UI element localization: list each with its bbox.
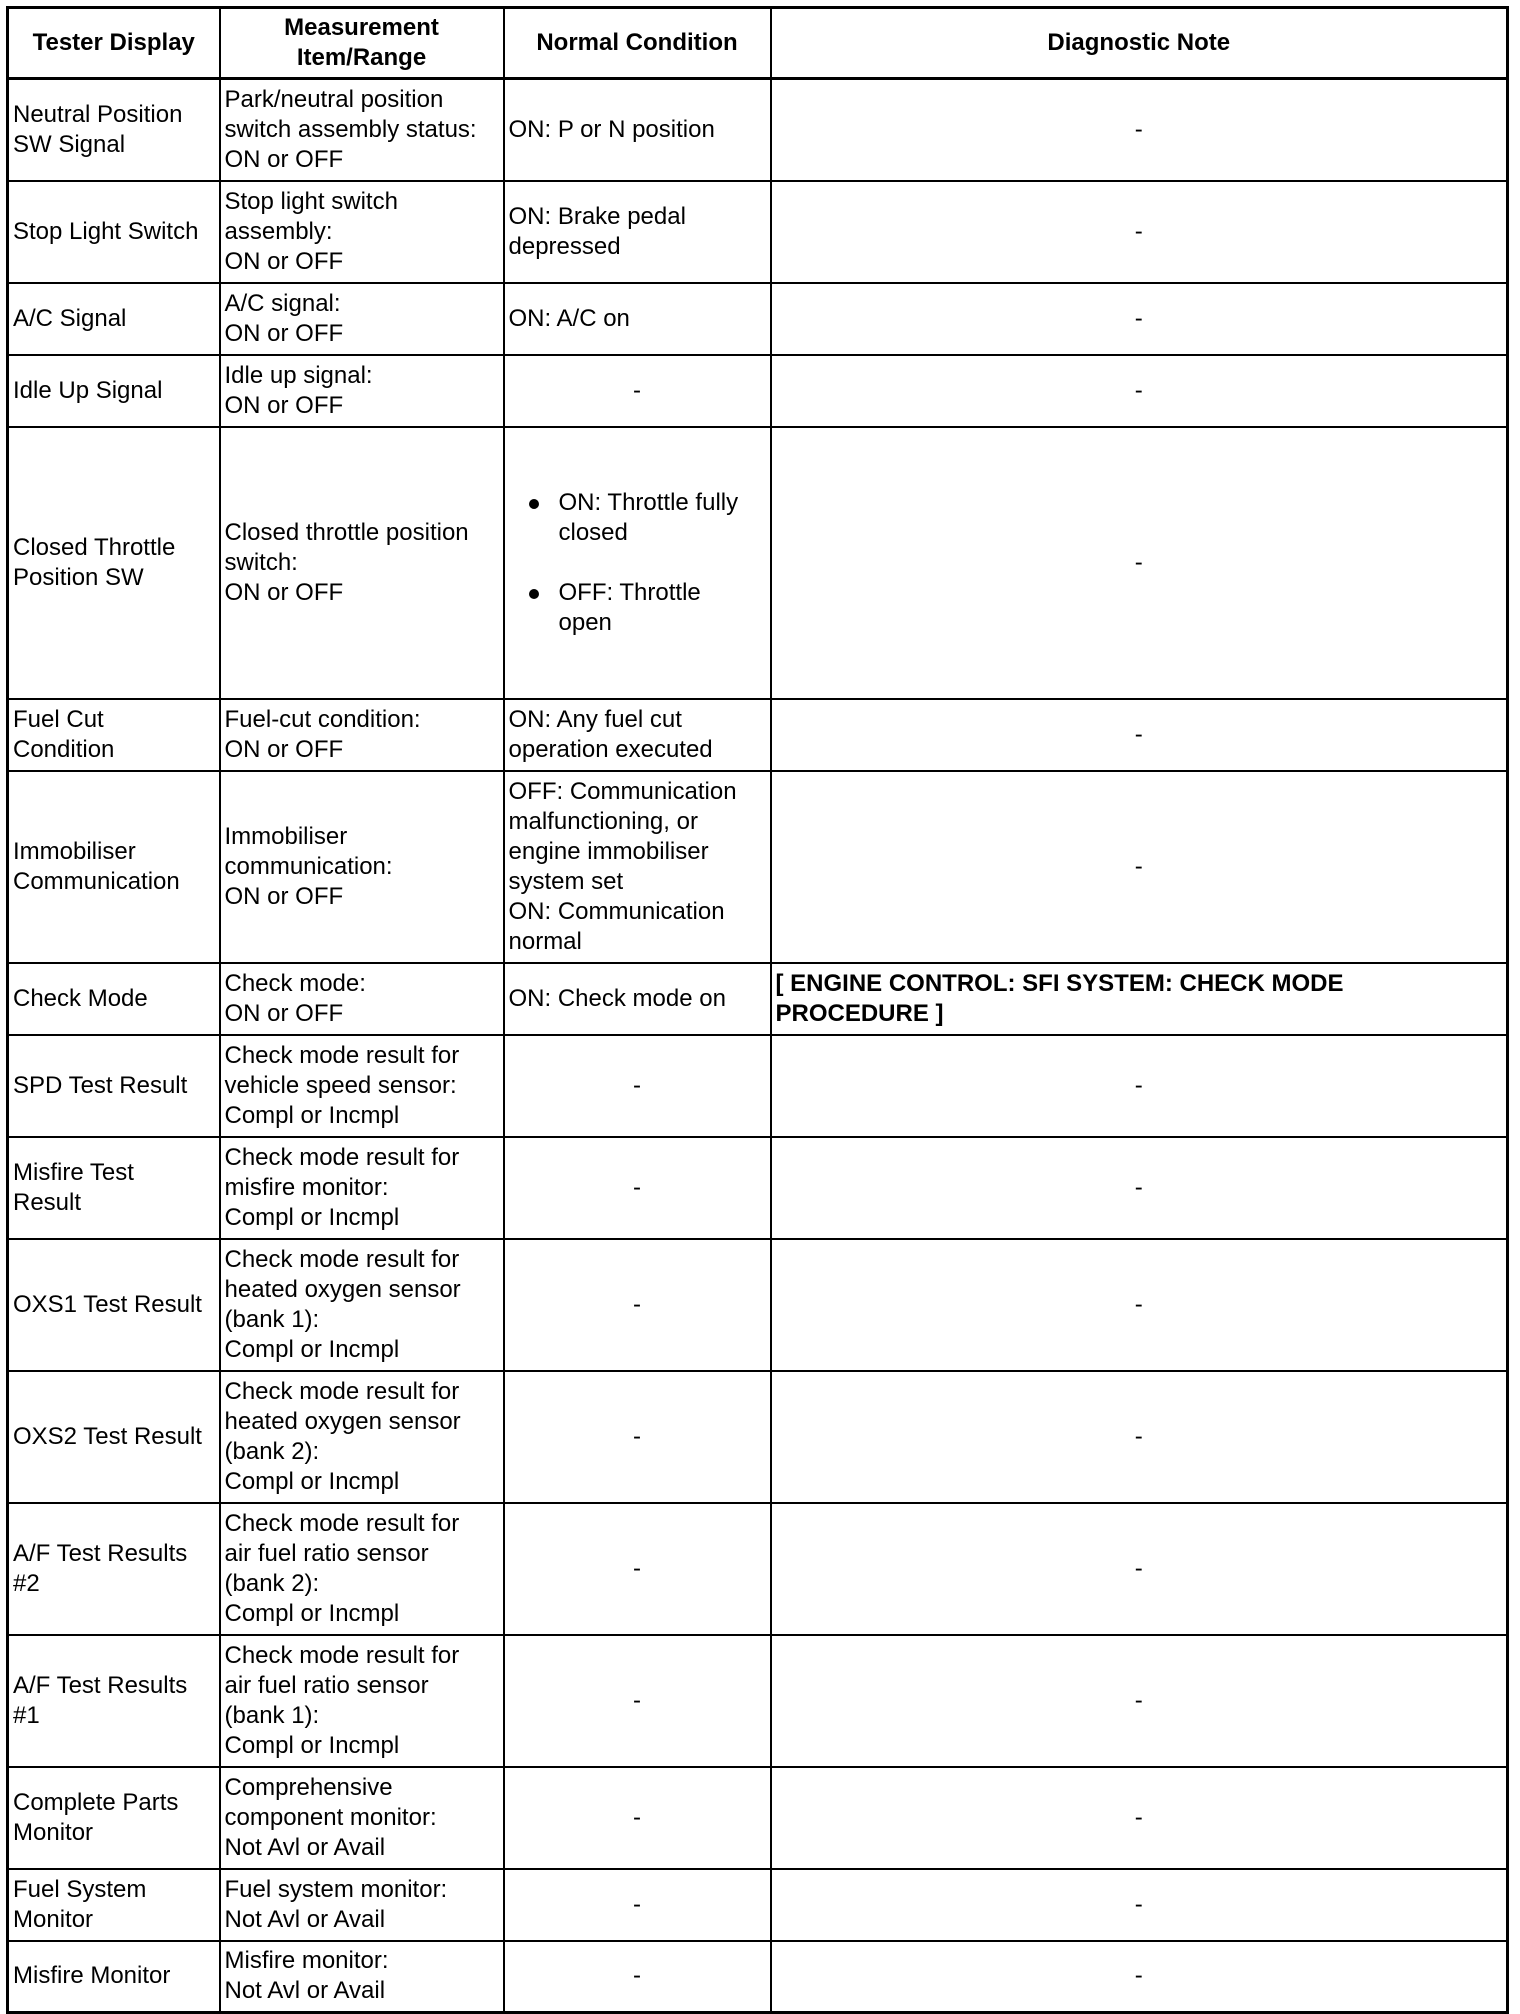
tester-display-cell: Stop Light Switch [8, 181, 220, 283]
measurement-cell: Fuel system monitor: Not Avl or Avail [220, 1869, 504, 1941]
measurement-cell: Idle up signal: ON or OFF [220, 355, 504, 427]
tester-display-cell: Misfire Monitor [8, 1941, 220, 2013]
document-page [6, 6, 1506, 2014]
normal-condition-cell: - [504, 1035, 771, 1137]
tester-display-cell: Fuel Cut Condition [8, 699, 220, 771]
table-row [8, 283, 1508, 355]
measurement-cell: Fuel-cut condition: ON or OFF [220, 699, 504, 771]
diagnostic-note-cell: - [771, 699, 1508, 771]
table-row [8, 79, 1508, 181]
header-tester-display: Tester Display [8, 8, 220, 79]
table-row [8, 771, 1508, 963]
tester-display-cell: Neutral Position SW Signal [8, 79, 220, 181]
table-row [8, 699, 1508, 771]
diagnostic-note-cell: - [771, 771, 1508, 963]
tester-display-cell: Idle Up Signal [8, 355, 220, 427]
normal-condition-cell: - [504, 1503, 771, 1635]
table-row [8, 355, 1508, 427]
tester-display-cell: SPD Test Result [8, 1035, 220, 1137]
tester-display-cell: Misfire Test Result [8, 1137, 220, 1239]
tester-display-cell: Check Mode [8, 963, 220, 1035]
header-measurement-line2: Item/Range [296, 44, 427, 71]
diagnostic-note-cell: - [771, 79, 1508, 181]
normal-condition-bullet-list [509, 458, 766, 668]
table-row [8, 181, 1508, 283]
table-row [8, 1635, 1508, 1767]
table-row [8, 1035, 1508, 1137]
tester-display-cell: Complete Parts Monitor [8, 1767, 220, 1869]
measurement-cell: Park/neutral position switch assembly status: ON or OFF [220, 79, 504, 181]
normal-condition-cell: OFF: Communication malfunctioning, or engine immobiliser system set ON: Communication normal [504, 771, 771, 963]
normal-condition-cell: ON: Brake pedal depressed [504, 181, 771, 283]
diagnostic-note-cell: - [771, 1503, 1508, 1635]
table-row [8, 427, 1508, 699]
diagnostic-note-cell: - [771, 1371, 1508, 1503]
table-row [8, 963, 1508, 1035]
table-header-row [8, 8, 1508, 79]
measurement-cell: Check mode result for vehicle speed sensor: Compl or Incmpl [220, 1035, 504, 1137]
normal-condition-cell: - [504, 1137, 771, 1239]
diagnostic-note-cell: - [771, 181, 1508, 283]
table-row [8, 1503, 1508, 1635]
measurement-cell: Check mode: ON or OFF [220, 963, 504, 1035]
measurement-cell: Closed throttle position switch: ON or OFF [220, 427, 504, 699]
normal-condition-cell: - [504, 1635, 771, 1767]
measurement-cell: Check mode result for misfire monitor: Compl or Incmpl [220, 1137, 504, 1239]
diagnostic-note-cell: - [771, 1767, 1508, 1869]
normal-condition-cell: - [504, 1239, 771, 1371]
tester-display-cell: A/C Signal [8, 283, 220, 355]
diagnostic-data-table [6, 6, 1509, 2014]
diagnostic-note-cell: - [771, 283, 1508, 355]
bullet-item: ON: Throttle fully closed [509, 488, 766, 548]
table-row [8, 1767, 1508, 1869]
measurement-cell: Check mode result for air fuel ratio sensor (bank 2): Compl or Incmpl [220, 1503, 504, 1635]
diagnostic-note-cell: - [771, 1869, 1508, 1941]
normal-condition-cell: - [504, 1941, 771, 2013]
normal-condition-cell: ON: A/C on [504, 283, 771, 355]
normal-condition-cell [504, 427, 771, 699]
diagnostic-note-cell: - [771, 1635, 1508, 1767]
diagnostic-note-cell: - [771, 1941, 1508, 2013]
measurement-cell: Check mode result for heated oxygen sensor (bank 1): Compl or Incmpl [220, 1239, 504, 1371]
tester-display-cell: A/F Test Results #1 [8, 1635, 220, 1767]
diagnostic-note-cell: - [771, 355, 1508, 427]
measurement-cell: Check mode result for heated oxygen sensor (bank 2): Compl or Incmpl [220, 1371, 504, 1503]
header-measurement-item-range [220, 8, 504, 79]
table-row [8, 1239, 1508, 1371]
tester-display-cell: A/F Test Results #2 [8, 1503, 220, 1635]
table-row [8, 1869, 1508, 1941]
table-row [8, 1941, 1508, 2013]
tester-display-cell: Closed Throttle Position SW [8, 427, 220, 699]
header-diagnostic-note: Diagnostic Note [771, 8, 1508, 79]
measurement-cell: Comprehensive component monitor: Not Avl or Avail [220, 1767, 504, 1869]
table-row [8, 1371, 1508, 1503]
bullet-item: OFF: Throttle open [509, 578, 766, 638]
diagnostic-note-cell: - [771, 1137, 1508, 1239]
diagnostic-note-cell: - [771, 1239, 1508, 1371]
normal-condition-cell: ON: Check mode on [504, 963, 771, 1035]
measurement-cell: Misfire monitor: Not Avl or Avail [220, 1941, 504, 2013]
table-row [8, 1137, 1508, 1239]
measurement-cell: Stop light switch assembly: ON or OFF [220, 181, 504, 283]
normal-condition-cell: ON: P or N position [504, 79, 771, 181]
header-measurement-line1: Measurement [284, 14, 439, 41]
tester-display-cell: OXS2 Test Result [8, 1371, 220, 1503]
diagnostic-note-cell: - [771, 1035, 1508, 1137]
tester-display-cell: OXS1 Test Result [8, 1239, 220, 1371]
normal-condition-cell: ON: Any fuel cut operation executed [504, 699, 771, 771]
normal-condition-cell: - [504, 355, 771, 427]
check-mode-procedure-link[interactable]: [ ENGINE CONTROL: SFI SYSTEM: CHECK MODE PROCEDURE ] [771, 963, 1508, 1035]
normal-condition-cell: - [504, 1371, 771, 1503]
header-normal-condition: Normal Condition [504, 8, 771, 79]
normal-condition-cell: - [504, 1767, 771, 1869]
tester-display-cell: Fuel System Monitor [8, 1869, 220, 1941]
tester-display-cell: Immobiliser Communication [8, 771, 220, 963]
measurement-cell: Check mode result for air fuel ratio sensor (bank 1): Compl or Incmpl [220, 1635, 504, 1767]
measurement-cell: Immobiliser communication: ON or OFF [220, 771, 504, 963]
diagnostic-note-cell: - [771, 427, 1508, 699]
normal-condition-cell: - [504, 1869, 771, 1941]
measurement-cell: A/C signal: ON or OFF [220, 283, 504, 355]
